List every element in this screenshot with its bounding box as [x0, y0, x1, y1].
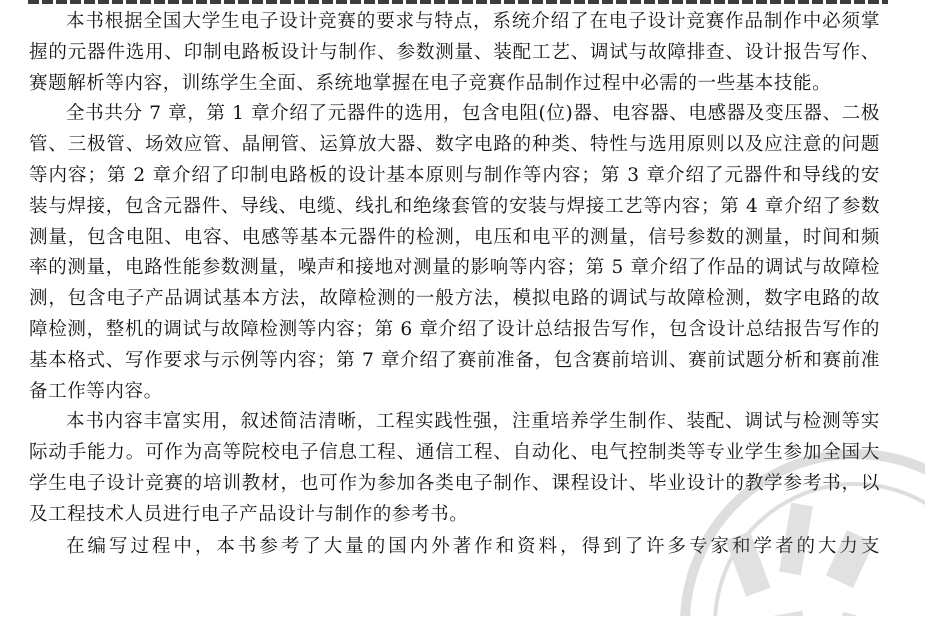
- cut-off-top-line: [28, 0, 888, 6]
- paragraph-4: 在编写过程中，本书参考了大量的国内外著作和资料，得到了许多专家和学者的大力支: [66, 535, 880, 557]
- paragraph-1: 本书根据全国大学生电子设计竞赛的要求与特点，系统介绍了在电子设计竞赛作品制作中必须掌握的元器件选用、印制电路板设计与制作、参数测量、装配工艺、调试与故障排查、设计报告写作、赛题解析等内容，训练学生全面、系统地掌握在电子竞赛作品制作过程中必需的一些基本技能。: [29, 11, 880, 94]
- paragraph-3: 本书内容丰富实用，叙述简洁清晰，工程实践性强，注重培养学生制作、装配、调试与检测等实际动手能力。可作为高等院校电子信息工程、通信工程、自动化、电气控制类等专业学生参加全国大学生电子设计竞赛的培训教材，也可作为参加各类电子制作、课程设计、毕业设计的教学参考书，以及工程技术人员进行电子产品设计与制作的参考书。: [29, 411, 880, 525]
- body-text: [29, 7, 880, 562]
- paragraph-2: 全书共分 7 章，第 1 章介绍了元器件的选用，包含电阻(位)器、电容器、电感器及变压器、二极管、三极管、场效应管、晶闸管、运算放大器、数字电路的种类、特性与选用原则以及应注意的问题等内容；第 2 章介绍了印制电路板的设计基本原则与制作等内容；第 3 章介绍了元器件和导线的安装与焊接，包含元器件、导线、电缆、线扎和绝缘套管的安装与焊接工艺等内容；第 4 章介绍了参数测量，包含电阻、电容、电感等基本元器件的检测，电压和电平的测量，信号参数的测量，时间和频率的测量，电路性能参数测量，噪声和接地对测量的影响等内容；第 5 章介绍了作品的调试与故障检测，包含电子产品调试基本方法，故障检测的一般方法，模拟电路的调试与故障检测，数字电路的故障检测，整机的调试与故障检测等内容；第 6 章介绍了设计总结报告写作，包含设计总结报告写作的基本格式、写作要求与示例等内容；第 7 章介绍了赛前准备，包含赛前培训、赛前试题分析和赛前准备工作等内容。: [29, 103, 880, 402]
- page-bottom-margin: [0, 616, 925, 644]
